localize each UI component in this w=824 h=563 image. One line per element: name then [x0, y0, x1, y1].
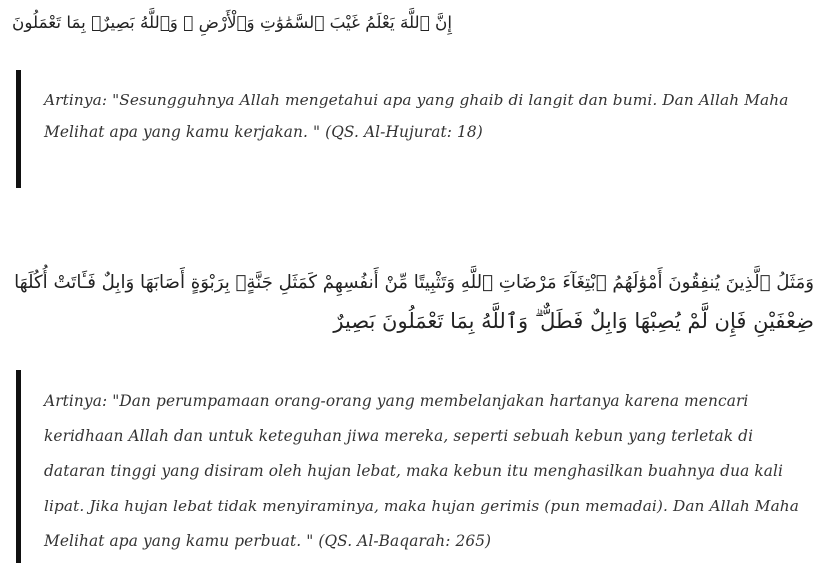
verse-1-arabic-line: إِنَّ ٱللَّهَ يَعْلَمُ غَيْبَ ٱلسَّمَٰوَٰتِ وَٱلْأَرْضِ ۚ وَٱللَّهُ بَصِيرٌۢ بِمَا تَعْمَلُونَ — [12, 12, 452, 32]
verse-2-translation-line: keridhaan Allah dan untuk keteguhan jiwa mereka, seperti sebuah kebun yang terletak di — [44, 427, 754, 445]
verse-2-arabic-text — [14, 264, 814, 340]
verse-1-translation-text — [44, 84, 796, 148]
verse-2-translation-line: dataran tinggi yang disiram oleh hujan lebat, maka kebun itu menghasilkan buahnya dua kali — [44, 462, 784, 480]
verse-1-arabic-text — [12, 4, 452, 40]
verse-2-translation-line: Melihat apa yang kamu perbuat. " (QS. Al-Baqarah: 265) — [44, 532, 492, 550]
verse-2-translation-text — [44, 384, 806, 559]
verse-2-translation-line: Artinya: "Dan perumpamaan orang-orang yang membelanjakan hartanya karena mencari — [44, 392, 749, 410]
verse-2-translation-blockquote — [16, 370, 806, 563]
verse-1-translation-blockquote — [16, 70, 796, 188]
verse-2-arabic-line: وَمَثَلُ ٱلَّذِينَ يُنفِقُونَ أَمْوَٰلَهُمُ ٱبْتِغَآءَ مَرْضَاتِ ٱللَّهِ وَتَثْبِيتًا مِّنْ أَنفُسِهِمْ كَمَثَلِ جَنَّةٍۭ بِرَبْوَةٍ أَصَابَهَا وَابِلٌ فَـَٔاتَتْ أُكُلَهَا — [14, 272, 814, 293]
verse-2-translation-line: lipat. Jika hujan lebat tidak menyiraminya, maka hujan gerimis (pun memadai). Dan Allah Maha — [44, 497, 799, 515]
verse-1-translation-line: Artinya: "Sesungguhnya Allah mengetahui apa yang ghaib di langit dan bumi. Dan Allah Maha — [44, 91, 789, 109]
verse-1-translation-line: Melihat apa yang kamu kerjakan. " (QS. Al-Hujurat: 18) — [44, 123, 483, 141]
verse-2-arabic-line: ضِعْفَيْنِ فَإِن لَّمْ يُصِبْهَا وَابِلٌ فَطَلٌّ ۗ وَٱللَّهُ بِمَا تَعْمَلُونَ بَصِيرٌ — [333, 309, 814, 333]
